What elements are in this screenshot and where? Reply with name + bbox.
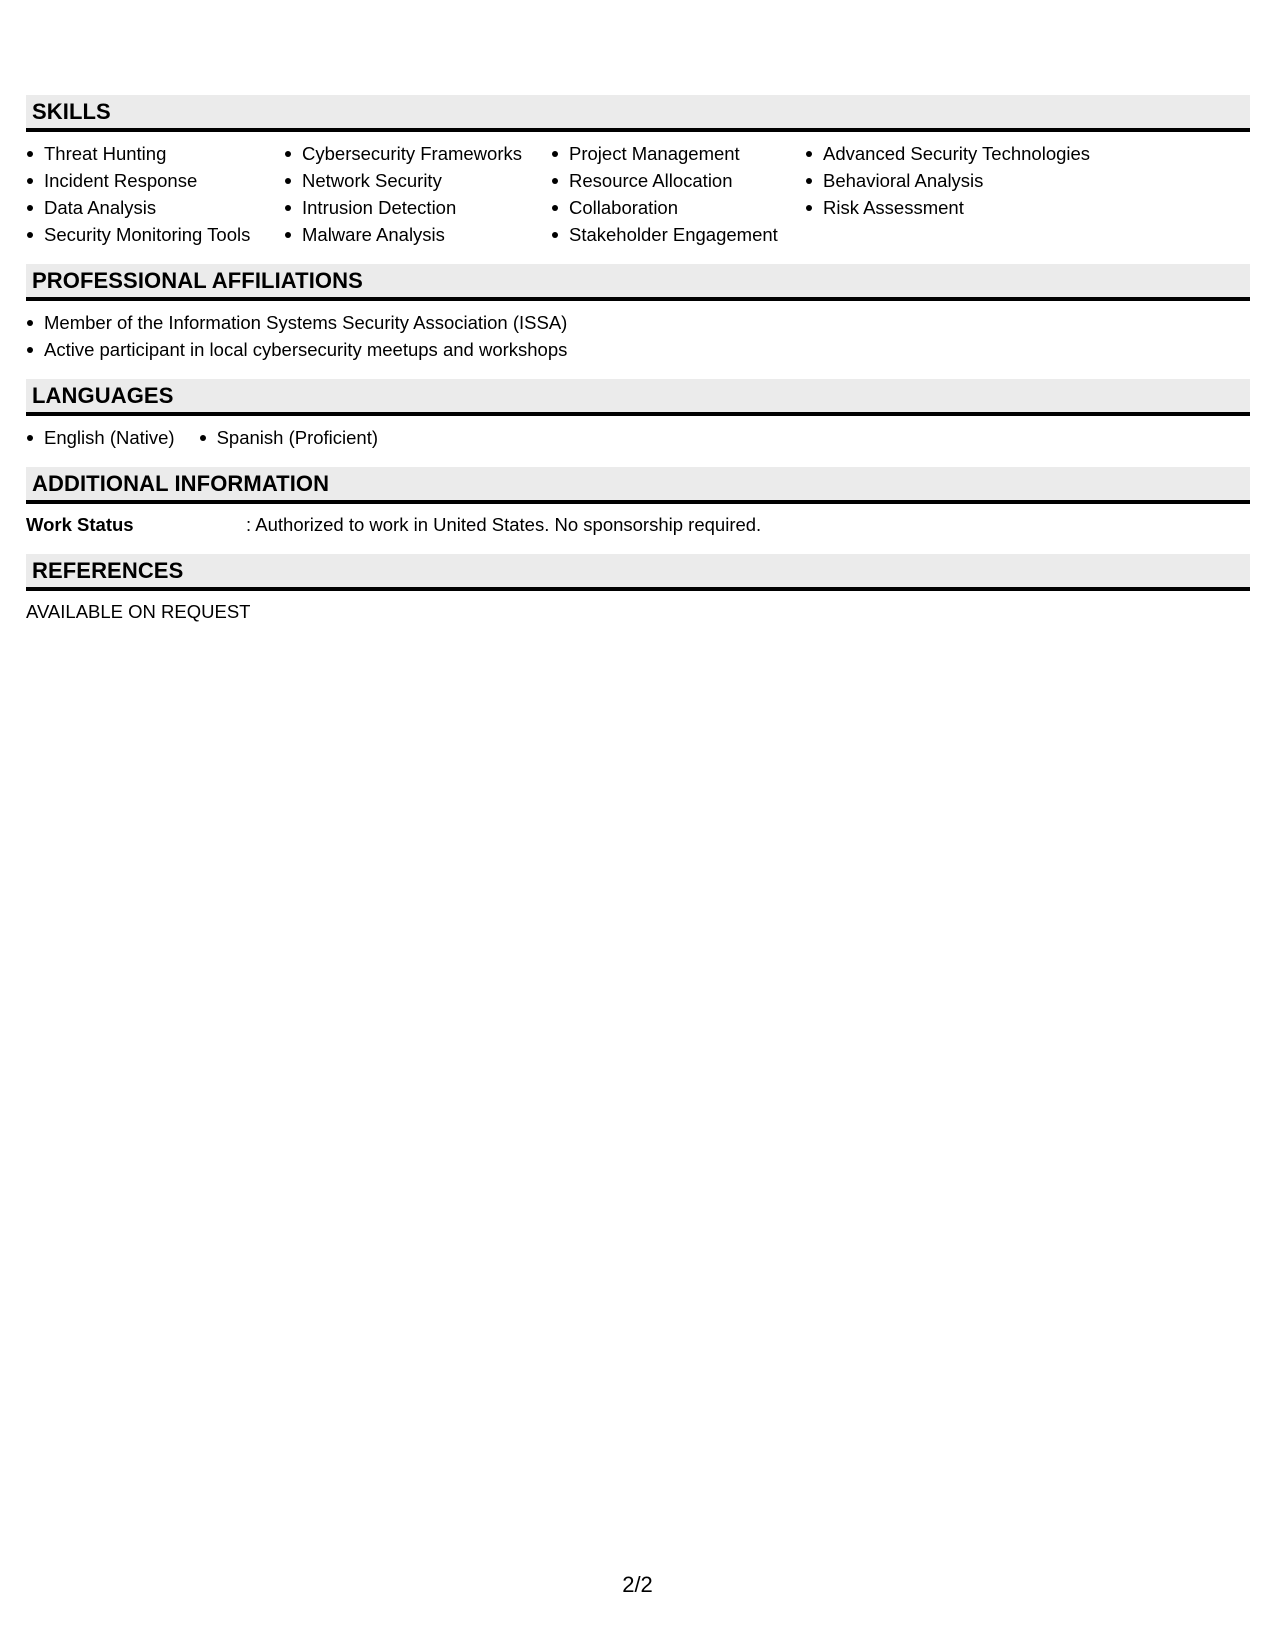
skill-item: Security Monitoring Tools [26,221,284,248]
skills-title: SKILLS [32,98,111,124]
affiliations-section [26,264,1250,363]
additional-info-section [26,467,1250,538]
page-number: 2/2 [622,1572,653,1597]
work-status-row [26,512,1250,538]
additional-info-title: ADDITIONAL INFORMATION [32,470,330,496]
skill-item: Incident Response [26,167,284,194]
skill-item: Collaboration [551,194,805,221]
languages-header [26,379,1250,416]
affiliations-header [26,264,1250,301]
references-text: AVAILABLE ON REQUEST [26,601,251,622]
skill-item: Resource Allocation [551,167,805,194]
affiliations-title: PROFESSIONAL AFFILIATIONS [32,267,363,293]
skills-column-3 [551,140,805,248]
work-status-value: : Authorized to work in United States. No sponsorship required. [246,514,762,535]
skills-column-4 [805,140,1205,248]
references-header [26,554,1250,591]
skill-item: Behavioral Analysis [805,167,1205,194]
additional-info-header [26,467,1250,504]
additional-info-body [26,504,1250,538]
affiliation-item: Active participant in local cybersecurity meetups and workshops [26,336,1250,363]
skill-item: Intrusion Detection [284,194,551,221]
affiliation-item: Member of the Information Systems Security Association (ISSA) [26,309,1250,336]
language-item: English (Native) [26,424,175,451]
languages-section [26,379,1250,451]
skill-item: Risk Assessment [805,194,1205,221]
skills-section [26,95,1250,248]
references-section [26,554,1250,625]
languages-body [26,416,1250,451]
skill-item: Advanced Security Technologies [805,140,1205,167]
languages-list [26,424,1250,451]
skill-item: Network Security [284,167,551,194]
skill-item: Cybersecurity Frameworks [284,140,551,167]
skills-header [26,95,1250,132]
affiliations-list [26,309,1250,363]
languages-title: LANGUAGES [32,382,174,408]
affiliations-body [26,301,1250,363]
work-status-label: Work Status [26,514,134,535]
skills-grid [26,132,1250,248]
references-title: REFERENCES [32,557,184,583]
skills-column-1 [26,140,284,248]
language-item: Spanish (Proficient) [199,424,378,451]
skill-item: Malware Analysis [284,221,551,248]
resume-page [26,95,1250,641]
skill-item: Project Management [551,140,805,167]
references-body [26,591,1250,625]
skill-item: Stakeholder Engagement [551,221,805,248]
skills-column-2 [284,140,551,248]
skill-item: Data Analysis [26,194,284,221]
skill-item: Threat Hunting [26,140,284,167]
